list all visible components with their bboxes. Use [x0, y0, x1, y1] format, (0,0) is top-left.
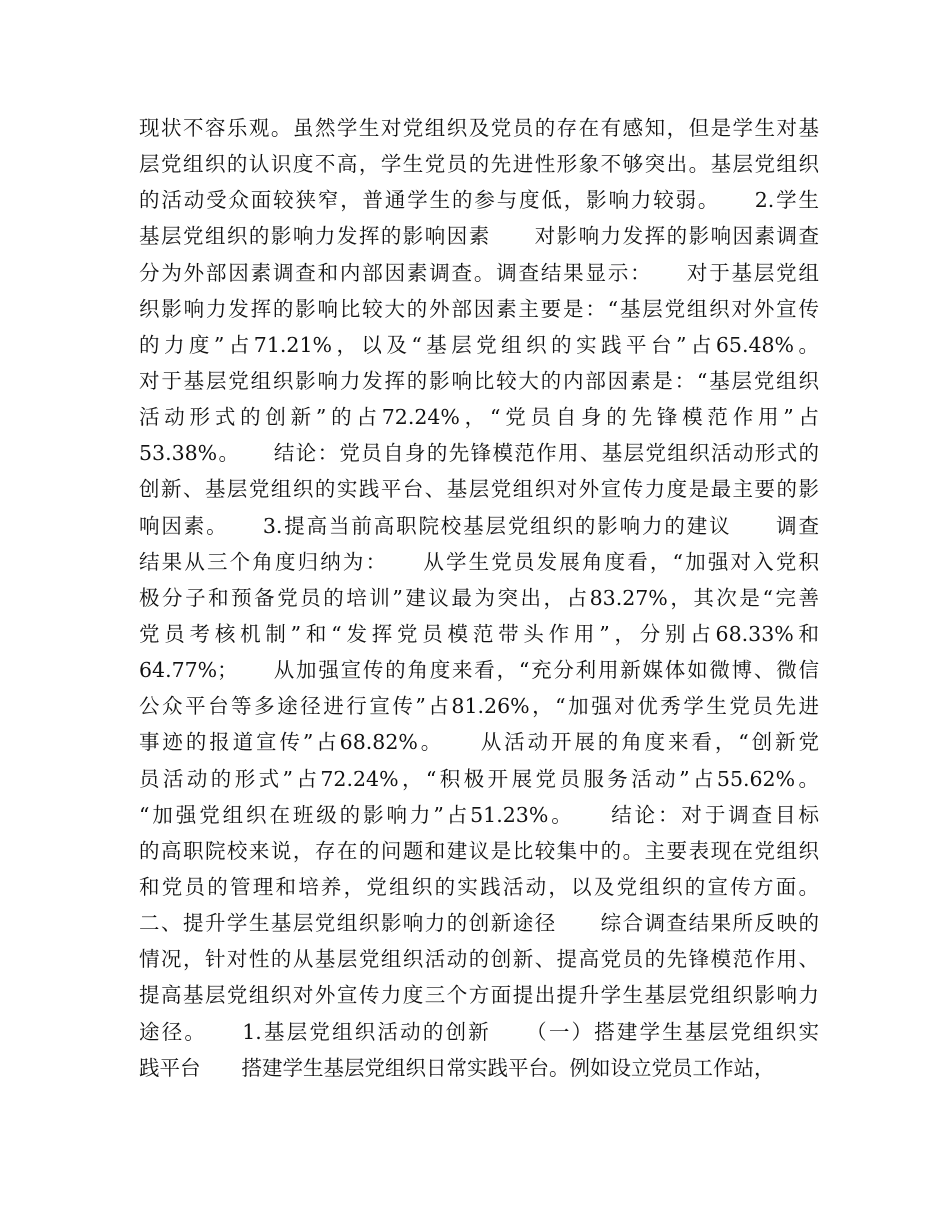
text-line: 层党组织的认识度不高，学生党员的先进性形象不够突出。基层党组织 — [139, 152, 819, 177]
text-line: “加强党组织在班级的影响力”占51.23%。 结论：对于调查目标 — [139, 802, 819, 827]
text-line: 党员考核机制”和“发挥党员模范带头作用”，分别占68.33%和 — [139, 621, 819, 646]
text-line: 的高职院校来说，存在的问题和建议是比较集中的。主要表现在党组织 — [139, 838, 819, 863]
text-line: 响因素。 3.提高当前高职院校基层党组织的影响力的建议 调查 — [139, 513, 819, 538]
text-line: 织影响力发挥的影响比较大的外部因素主要是：“基层党组织对外宣传 — [139, 296, 819, 321]
text-line: 极分子和预备党员的培训”建议最为突出，占83.27%，其次是“完善 — [139, 585, 819, 610]
text-line: 的力度”占71.21%，以及“基层党组织的实践平台”占65.48%。 — [139, 332, 819, 357]
text-line: 基层党组织的影响力发挥的影响因素 对影响力发挥的影响因素调查 — [139, 224, 819, 249]
text-line: 现状不容乐观。虽然学生对党组织及党员的存在有感知，但是学生对基 — [139, 116, 819, 140]
text-line: 途径。 1.基层党组织活动的创新 （一）搭建学生基层党组织实 — [139, 1019, 819, 1044]
text-line: 员活动的形式”占72.24%，“积极开展党员服务活动”占55.62%。 — [139, 766, 819, 791]
text-line: 活动形式的创新”的占72.24%，“党员自身的先锋模范作用”占 — [139, 405, 819, 430]
text-line: 情况，针对性的从基层党组织活动的创新、提高党员的先锋模范作用、 — [139, 947, 819, 972]
text-line: 的活动受众面较狭窄，普通学生的参与度低，影响力较弱。 2.学生 — [139, 188, 819, 213]
text-line: 64.77%； 从加强宣传的角度来看，“充分利用新媒体如微博、微信 — [139, 658, 819, 683]
text-line: 创新、基层党组织的实践平台、基层党组织对外宣传力度是最主要的影 — [139, 477, 819, 502]
text-line: 结果从三个角度归纳为： 从学生党员发展角度看，“加强对入党积 — [139, 549, 819, 574]
text-line: 分为外部因素调查和内部因素调查。调查结果显示： 对于基层党组 — [139, 260, 819, 285]
text-line: 事迹的报道宣传”占68.82%。 从活动开展的角度来看，“创新党 — [139, 730, 819, 755]
text-line: 和党员的管理和培养，党组织的实践活动，以及党组织的宣传方面。 — [139, 874, 819, 899]
text-line: 提高基层党组织对外宣传力度三个方面提出提升学生基层党组织影响力 — [139, 983, 819, 1008]
text-line: 二、提升学生基层党组织影响力的创新途径 综合调查结果所反映的 — [139, 911, 819, 936]
text-line: 53.38%。 结论：党员自身的先锋模范作用、基层党组织活动形式的 — [139, 441, 819, 466]
text-line: 公众平台等多途径进行宣传”占81.26%，“加强对优秀学生党员先进 — [139, 694, 819, 719]
body-text — [139, 110, 819, 1086]
text-line: 对于基层党组织影响力发挥的影响比较大的内部因素是：“基层党组织 — [139, 368, 819, 393]
text-line: 践平台 搭建学生基层党组织日常实践平台。例如设立党员工作站， — [139, 1055, 775, 1080]
